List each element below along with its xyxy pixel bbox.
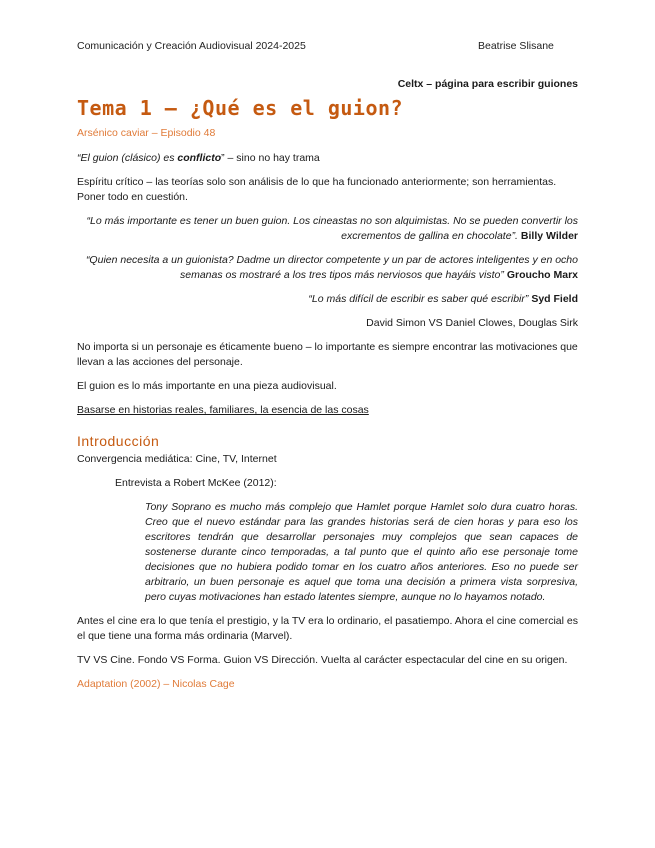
simon-line: David Simon VS Daniel Clowes, Douglas Sirk	[366, 317, 578, 329]
underlined-note: Basarse en historias reales, familiares, la esencia de las cosas	[77, 404, 369, 416]
header-author: Beatrise Slisane	[478, 40, 554, 52]
source-adaptation: Adaptation (2002) – Nicolas Cage	[77, 678, 235, 690]
celtx-note: Celtx – página para escribir guiones	[397, 78, 578, 90]
document-body	[77, 77, 578, 702]
header-course: Comunicación y Creación Audiovisual 2024-2025	[77, 40, 306, 52]
quote-field	[77, 292, 578, 307]
quote-text: “Lo más difícil de escribir es saber qué escribir”	[308, 293, 529, 305]
mckee-quote: Tony Soprano es mucho más complejo que Hamlet porque Hamlet solo dura cuatro horas. Creo que el nuevo estándar para las grandes historias será de cien horas y para eso los escritores tendrán que desarrollar personajes muy complejos que sean capaces de sostenerse durante cinco temporadas, a tal punto que el quinto año ese personaje tome decisiones que no hubiera podido tomar en los cuatro años anteriores. Eso no puede ser arbitrario, un buen personaje es aquel que toma una decisión a primera vista sorpresiva, pero cuyas motivaciones han estado latentes siempre, aunque no lo hayamos notado.	[145, 501, 578, 603]
quote-author: Groucho Marx	[506, 269, 578, 281]
page-title: Tema 1 – ¿Qué es el guion?	[77, 96, 404, 120]
quote-marx	[77, 253, 578, 283]
para-critico: Espíritu crítico – las teorías solo son análisis de lo que ha funcionado anteriormente; son herramientas. Poner todo en cuestión.	[77, 176, 557, 203]
conflict-line	[77, 151, 578, 166]
quote-text: “Quien necesita a un guionista? Dadme un director competente y un par de actores inteligentes y en ocho semanas os mostraré a los tres tipos más nerviosos que hayáis visto”	[85, 254, 578, 281]
quote-text: “Lo más importante es tener un buen guion. Los cineastas no son alquimistas. No se pueden convertir los excrementos de gallina en chocolate”.	[86, 215, 578, 242]
convergencia-line: Convergencia mediática: Cine, TV, Internet	[77, 453, 277, 465]
conflict-pre: “El guion (clásico) es	[77, 152, 178, 164]
quote-author: Billy Wilder	[520, 230, 578, 242]
para-tv: TV VS Cine. Fondo VS Forma. Guion VS Dirección. Vuelta al carácter espectacular del cine en su origen.	[77, 654, 568, 666]
source-arsenico: Arsénico caviar – Episodio 48	[77, 127, 216, 139]
para-antes: Antes el cine era lo que tenía el prestigio, y la TV era lo ordinario, el pasatiempo. Ahora el cine comercial es el que tiene una forma más ordinaria (Marvel).	[77, 615, 578, 642]
conflict-post: ” – sino no hay trama	[221, 152, 320, 164]
quote-author: Syd Field	[531, 293, 578, 305]
para-personaje: No importa si un personaje es éticamente bueno – lo importante es siempre encontrar las motivaciones que llevan a las acciones del personaje.	[77, 341, 578, 368]
section-introduccion: Introducción	[77, 433, 160, 449]
entrevista-line: Entrevista a Robert McKee (2012):	[115, 477, 277, 489]
quote-wilder	[77, 214, 578, 244]
conflict-bold: conflicto	[177, 152, 222, 164]
para-importante: El guion es lo más importante en una pieza audiovisual.	[77, 380, 337, 392]
